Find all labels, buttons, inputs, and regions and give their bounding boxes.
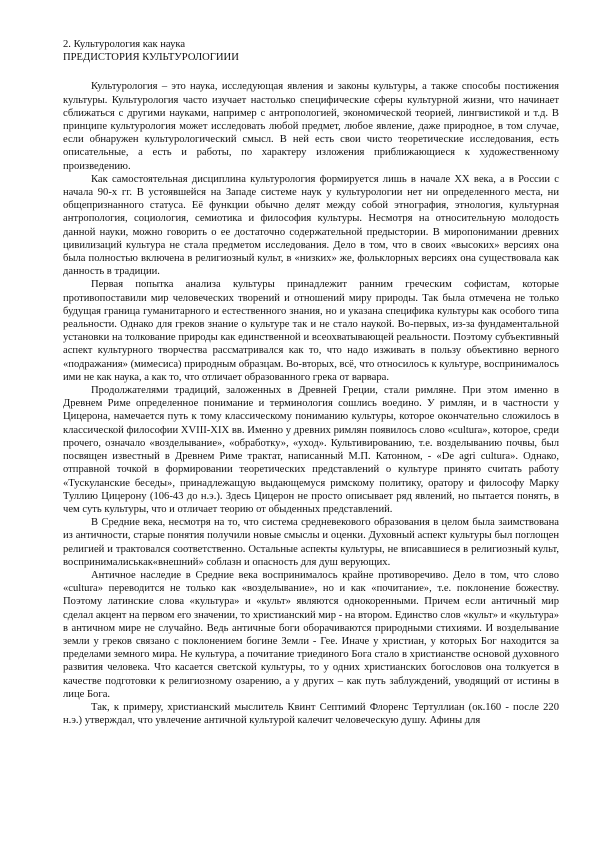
paragraph-7: Так, к примеру, христианский мыслитель Квинт Септимий Флоренс Тертуллиан (ок.160 - после 220 н.э.) утверждал, что увлечение античной культурой калечит человеческую душу. Афины для	[63, 701, 559, 727]
section-heading: 2. Культурология как наука	[63, 39, 186, 50]
paragraph-5: В Средние века, несмотря на то, что система средневекового образования в целом была заимствована из античности, старые понятия получили новые смыслы и оценки. Духовный аспект культуры был поглощен религией и трактовался соответственно. Остальные аспекты культуры, не вписавшиеся в религиозный культ, воспринималиськак«внешний» соблазн и опасность для душ верующих.	[63, 517, 559, 568]
paragraph-2: Как самостоятельная дисциплина культурология формируется лишь в начале XX века, а в России с начала 90-х гг. В устоявшейся на Западе системе наук у культурологии нет ни определенного места, ни общепризнанного статуса. Её функции обычно делят между собой этнография, этнология, культурная антропология, социология, семиотика и философия культуры. Несмотря на относительную молодость данной науки, можно говорить о ее достаточно содержательной предыстории. В миропонимании древних цивилизаций культура не стала предметом исследования. Дело в том, что в своих «высоких» версиях она была полностью включена в религиозный культ, в «низких» же, фольклорных версиях она существовала как данность в традиции.	[63, 173, 559, 278]
paragraph-6: Античное наследие в Средние века воспринималось крайне противоречиво. Дело в том, что слово «cultura» переводится не только как «возделывание», но и как «почитание», т.е. поклонение божеству. Поэтому латинские слова «культура» и «культ» являются однокоренными. Причем если античный мир сделал акцент на первом его значении, то христианский мир - на втором. Единство слов «культ» и «культура» в античном мире не случайно. Ведь античные боги оборачиваются природными стихиями. И возделывание земли у греков связано с поклонением богине Земли - Гее. Иначе у христиан, у которых Бог находится за пределами земного мира. Не культура, а почитание триединого Бога стало в христианстве основой духовного развития человека. Что касается светской культуры, то у одних христианских богословов она толкуется в качестве подготовки к религиозному озарению, а у других – как путь заблуждений, уводящий от истины в лице Бога.	[63, 569, 559, 700]
section-title: ПРЕДИСТОРИЯ КУЛЬТУРОЛОГИИИ	[63, 52, 239, 64]
paragraph-4: Продолжателями традиций, заложенных в Древней Греции, стали римляне. При этом именно в Древнем Риме определенное понимание и терминология сошлись воедино. У римлян, и в частности у Цицерона, намечается путь к тому классическому пониманию культуры, которое окончательно сложилось в классической философии XVIII-XIX вв. Именно у древних римлян появилось слово «cultura», которое, среди прочего, означало «возделывание», «обработку», «уход». Культивированию, т.е. возделыванию почвы, был посвящен известный в Древнем Риме трактат, написанный М.П. Катонном, - «De agri cultura». Однако, отправной точкой в формировании теоретических представлений о культуре принято считать работу «Тускуланские беседы», принадлежащую выдающемуся римскому политику, оратору и философу Марку Туллию Цицерону (106-43 до н.э.). Здесь Цицерон не просто описывает ряд явлений, но пытается понять, в чем суть культуры, что и отличает теорию от обыденных представлений.	[63, 385, 559, 515]
paragraph-1: Культурология – это наука, исследующая явления и законы культуры, а также способы постижения культуры. Культурология часто изучает настолько специфические сферы культурной жизни, что начинает сближаться с другими науками, например с антропологией, экономической теорией, лингвистикой и т.д. В принципе культурология может исследовать любой предмет, любое явление, даже природное, в том случае, если обнаружен культурологический смысл. В ней есть свои чисто теоретические исследования, есть описательные, а есть и работы, по характеру изложения приближающиеся к художественному произведению.	[63, 81, 559, 172]
paragraph-3: Первая попытка анализа культуры принадлежит ранним греческим софистам, которые противопоставили мир человеческих творений и отношений миру природы. Так была отмечена не только будущая граница гуманитарного и естественного знания, но и указана специфика культуры как особого типа реальности. Однако для греков знание о культуре так и не стало наукой. Во-первых, из-за фундаментальной установки на толкование природы как единственной и всеохватывающей реальности. Поэтому субъективный аспект культурного творчества рассматривался как то, что надо изживать в пользу объективно верного «подражания» (мимесиса) природным образцам. Во-вторых, всё, что относилось к культуре, воспринималось ими не как наука, а как то, что отличает образованного грека от варвара.	[63, 279, 559, 383]
